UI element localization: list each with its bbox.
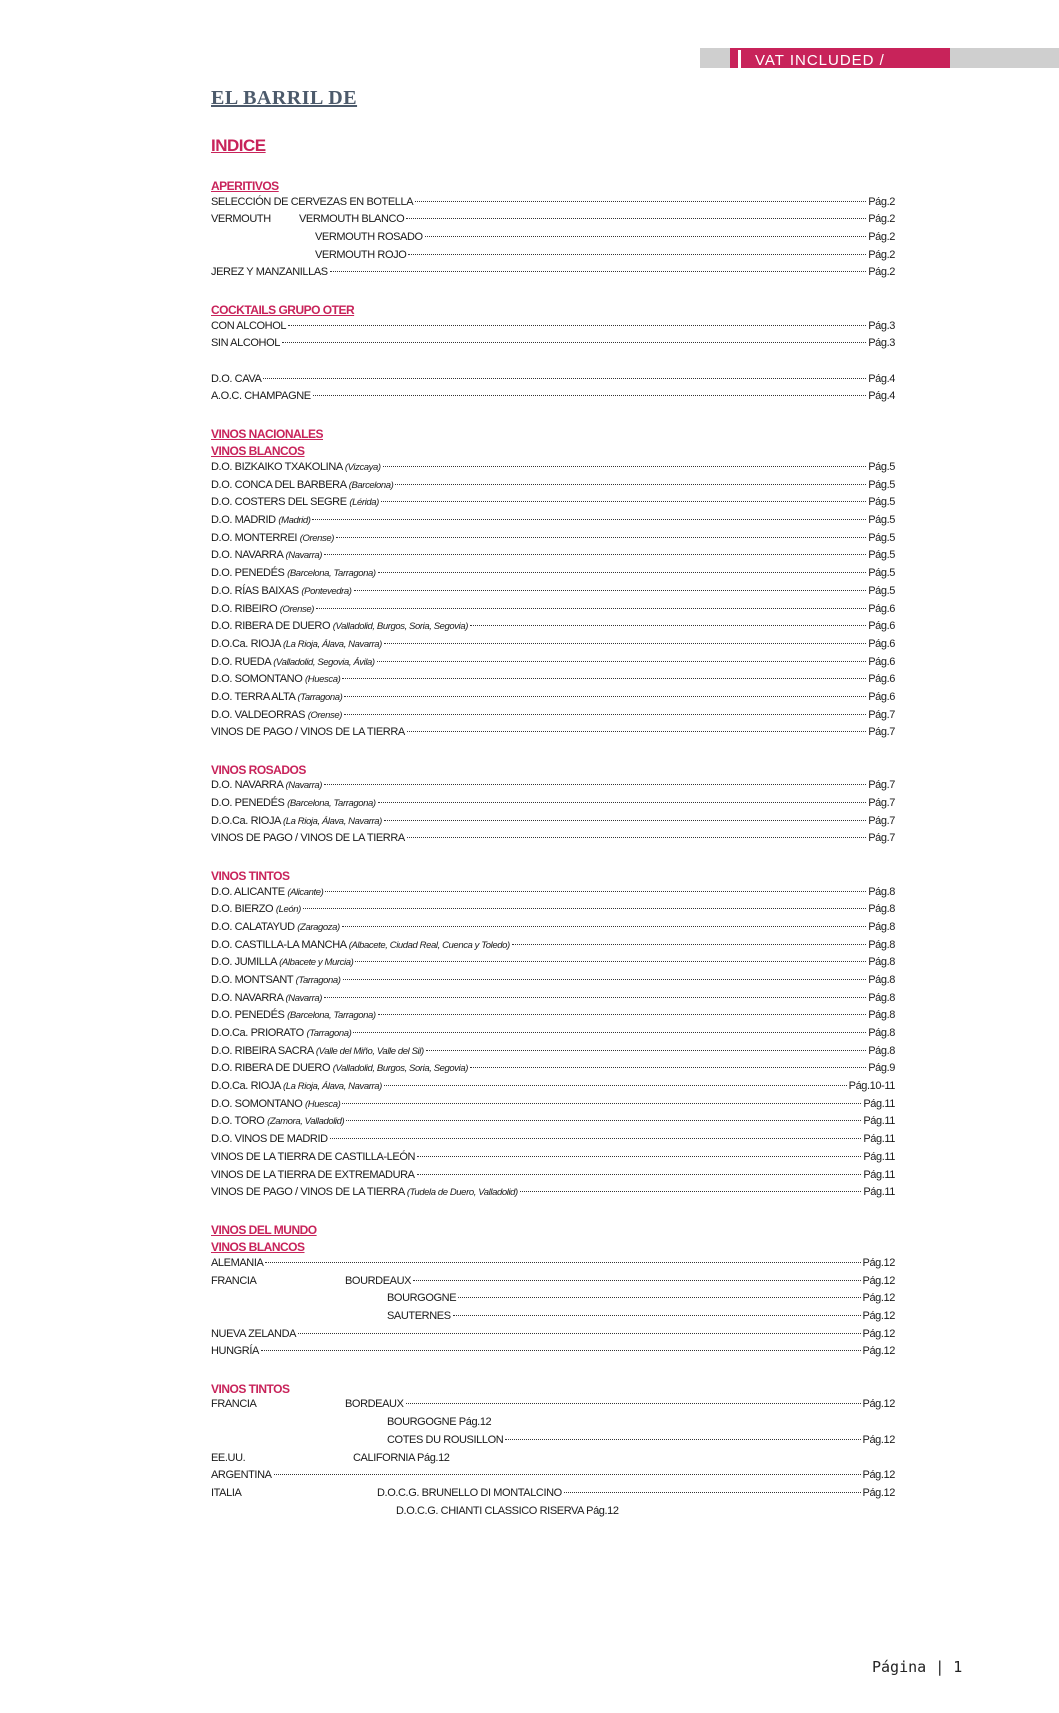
toc-page-ref: Pág.8	[868, 956, 895, 969]
toc-leader-dots	[265, 1262, 860, 1263]
toc-entry-label: VINOS DE LA TIERRA DE CASTILLA-LEÓN	[211, 1150, 416, 1163]
toc-page-ref: Pág.11	[863, 1168, 895, 1181]
toc-entry	[211, 1469, 895, 1487]
toc-leader-dots	[415, 201, 866, 202]
toc-section-heading: VINOS ROSADOS	[211, 762, 306, 777]
toc-entry	[211, 1186, 895, 1204]
toc-page-ref: Pág.5	[868, 496, 895, 509]
toc-entry	[211, 1151, 895, 1169]
toc-entry-sublabel: D.O.C.G. BRUNELLO DI MONTALCINO	[377, 1486, 562, 1499]
toc-entry	[211, 709, 895, 727]
toc-page-ref: Pág.12	[862, 1486, 895, 1499]
toc-section-heading: VINOS BLANCOS	[211, 1240, 305, 1255]
toc-entry-region: (Zaragoza)	[297, 921, 340, 933]
toc-leader-dots	[564, 1492, 861, 1493]
toc-entry-region: (Orense)	[307, 709, 342, 721]
toc-entry-label: D.O. RÍAS BAIXAS (Pontevedra)	[211, 584, 352, 597]
toc-page-ref: Pág.11	[863, 1097, 895, 1110]
toc-entry	[211, 532, 895, 550]
toc-page-ref: Pág.8	[868, 991, 895, 1004]
toc-leader-dots	[288, 325, 866, 326]
toc-entry	[211, 1027, 895, 1045]
toc-page-ref: Pág.6	[868, 673, 895, 686]
toc-entry	[211, 1487, 895, 1505]
toc-section-heading: VINOS BLANCOS	[211, 444, 305, 459]
index-title: INDICE	[211, 136, 266, 155]
toc-leader-dots	[413, 1280, 860, 1281]
toc-leader-dots	[324, 784, 866, 785]
toc-entry-label: VINOS DE PAGO / VINOS DE LA TIERRA	[211, 832, 405, 845]
toc-page-ref: Pág.5	[868, 514, 895, 527]
toc-entry-label: D.O. SOMONTANO (Huesca)	[211, 1097, 341, 1110]
toc-entry-sublabel: BOURDEAUX	[345, 1274, 412, 1287]
toc-leader-dots	[470, 625, 866, 626]
toc-page-ref: Pág.7	[868, 797, 895, 810]
toc-entry-label: VERMOUTH	[211, 213, 271, 226]
toc-leader-dots	[274, 1474, 861, 1475]
toc-entry	[211, 1452, 895, 1470]
toc-leader-dots	[520, 1191, 862, 1192]
toc-page-ref: Pág.9	[868, 1062, 895, 1075]
toc-page-ref: Pág.2	[868, 213, 895, 226]
toc-entry-label: ITALIA	[211, 1486, 242, 1499]
toc-entry-region: (Huesca)	[305, 1098, 341, 1110]
toc-leader-dots	[346, 1120, 861, 1121]
toc-page-ref: Pág.12	[862, 1256, 895, 1269]
toc-entry-label: D.O. RUEDA (Valladolid, Segovia, Ávila)	[211, 655, 375, 668]
toc-page-ref: Pág.7	[868, 726, 895, 739]
toc-page-ref: Pág.3	[868, 337, 895, 350]
toc-leader-dots	[383, 466, 867, 467]
toc-leader-dots	[395, 484, 866, 485]
toc-page-ref: Pág.5	[868, 461, 895, 473]
toc-leader-dots	[417, 1156, 861, 1157]
toc-entry-region: (Alicante)	[287, 886, 324, 898]
toc-entry	[211, 974, 895, 992]
toc-leader-dots	[342, 678, 866, 679]
toc-entry-label: D.O.Ca. RIOJA (La Rioja, Álava, Navarra)	[211, 1080, 382, 1093]
toc-entry-label: D.O. PENEDÉS (Barcelona, Tarragona)	[211, 567, 376, 580]
toc-entry	[211, 1045, 895, 1063]
toc-entry	[211, 249, 895, 267]
toc-page-ref: Pág.7	[868, 779, 895, 792]
toc-leader-dots	[342, 1103, 861, 1104]
toc-entry-region: (Madrid)	[278, 515, 311, 527]
toc-page-ref: Pág.4	[868, 372, 895, 385]
toc-entry-label: D.O. RIBEIRO (Orense)	[211, 602, 315, 615]
toc-entry	[211, 779, 895, 797]
toc-entry	[211, 213, 895, 231]
toc-entry	[211, 461, 895, 479]
toc-entry-sublabel: VERMOUTH BLANCO	[299, 213, 405, 226]
toc-entry	[211, 373, 895, 391]
toc-entry-label: D.O. CAVA	[211, 372, 262, 385]
toc-section-heading: VINOS NACIONALES	[211, 426, 324, 441]
toc-entry-region: (Vizcaya)	[344, 462, 381, 473]
toc-page-ref: Pág.12	[862, 1274, 895, 1287]
toc-page-ref: Pág.10-11	[848, 1080, 895, 1093]
toc-page-ref: Pág.8	[868, 1044, 895, 1057]
toc-entry-label: D.O. BIERZO (León)	[211, 903, 301, 916]
toc-entry-label: D.O. MONTERREI (Orense)	[211, 531, 335, 544]
toc-entry-label: D.O. TORO (Zamora, Valladolid)	[211, 1115, 345, 1128]
toc-entry-label: D.O. CASTILLA-LA MANCHA (Albacete, Ciudad Real, Cuenca y Toledo)	[211, 938, 510, 951]
toc-page-ref: Pág.2	[868, 266, 895, 279]
toc-page-ref: Pág.8	[868, 920, 895, 933]
toc-entry-label: CON ALCOHOL	[211, 319, 287, 332]
toc-entry-sublabel: CALIFORNIA Pág.12	[353, 1451, 450, 1464]
toc-leader-dots	[384, 1085, 847, 1086]
toc-entry	[211, 231, 895, 249]
toc-page-ref: Pág.11	[863, 1133, 895, 1146]
toc-entry	[211, 603, 895, 621]
toc-page-ref: Pág.6	[868, 655, 895, 668]
toc-page-ref: Pág.6	[868, 690, 895, 703]
toc-entry-label: D.O.Ca. RIOJA (La Rioja, Álava, Navarra)	[211, 637, 382, 650]
toc-entry-region: (La Rioja, Álava, Navarra)	[283, 638, 382, 650]
toc-leader-dots	[512, 944, 866, 945]
toc-entry	[211, 1009, 895, 1027]
toc-entry-label: JEREZ Y MANZANILLAS	[211, 266, 328, 279]
toc-page-ref: Pág.6	[868, 602, 895, 615]
toc-page-ref: Pág.12	[862, 1433, 895, 1446]
toc-entry	[211, 1133, 895, 1151]
toc-leader-dots	[342, 926, 866, 927]
toc-leader-dots	[282, 342, 866, 343]
toc-page-ref: Pág.5	[868, 531, 895, 544]
toc-page-ref: Pág.12	[862, 1469, 895, 1482]
toc-entry	[211, 815, 895, 833]
toc-entry-label: ARGENTINA	[211, 1469, 272, 1482]
toc-entry-label: D.O. MADRID (Madrid)	[211, 514, 311, 527]
toc-entry-label: VINOS DE PAGO / VINOS DE LA TIERRA (Tudela de Duero, Valladolid)	[211, 1186, 518, 1199]
toc-entry-label: SELECCIÓN DE CERVEZAS EN BOTELLA	[211, 195, 414, 208]
toc-page-ref: Pág.6	[868, 620, 895, 633]
toc-entry-label: EE.UU.	[211, 1451, 246, 1464]
toc-entry-sublabel: VERMOUTH ROJO	[315, 248, 407, 261]
toc-entry-label: VINOS DE PAGO / VINOS DE LA TIERRA	[211, 726, 405, 739]
toc-entry-sublabel: BORDEAUX	[345, 1398, 404, 1411]
toc-entry-label: D.O. BIZKAIKO TXAKOLINA (Vizcaya)	[211, 461, 381, 473]
toc-entry-region: (Zamora, Valladolid)	[267, 1116, 345, 1128]
toc-entry	[211, 726, 895, 744]
toc-entry	[211, 1062, 895, 1080]
toc-entry	[211, 992, 895, 1010]
toc-leader-dots	[406, 218, 866, 219]
toc-entry	[211, 337, 895, 355]
toc-page-ref: Pág.8	[868, 973, 895, 986]
toc-leader-dots	[343, 979, 867, 980]
toc-leader-dots	[378, 802, 867, 803]
toc-entry	[211, 585, 895, 603]
toc-spacer	[211, 744, 895, 762]
toc-entry-region: (Tarragona)	[295, 974, 341, 986]
toc-entry-region: (Navarra)	[285, 992, 322, 1004]
toc-section-heading: APERITIVOS	[211, 179, 279, 193]
toc-entry-label: VINOS DE LA TIERRA DE EXTREMADURA	[211, 1168, 415, 1181]
toc-page-ref: Pág.8	[868, 1009, 895, 1022]
toc-entry-sublabel: BOURGOGNE	[387, 1292, 457, 1305]
toc-entry	[211, 1328, 895, 1346]
toc-entry	[211, 903, 895, 921]
toc-page-ref: Pág.5	[868, 478, 895, 491]
toc-entry-region: (Pontevedra)	[301, 585, 352, 597]
toc-entry-sublabel: BOURGOGNE Pág.12	[387, 1416, 492, 1429]
toc-entry	[211, 620, 895, 638]
toc-section-heading: VINOS TINTOS	[211, 1381, 290, 1396]
toc-leader-dots	[344, 696, 866, 697]
toc-page-ref: Pág.4	[868, 390, 895, 403]
toc-entry	[211, 1505, 895, 1523]
toc-entry-label: D.O. NAVARRA (Navarra)	[211, 779, 322, 792]
toc-entry	[211, 196, 895, 214]
toc-page-ref: Pág.5	[868, 549, 895, 562]
toc-section-heading: VINOS TINTOS	[211, 868, 290, 883]
toc-entry-label: D.O.Ca. RIOJA (La Rioja, Álava, Navarra)	[211, 814, 382, 827]
toc-leader-dots	[353, 1032, 866, 1033]
toc-entry-label: D.O. RIBEIRA SACRA (Valle del Miño, Valle del Sil)	[211, 1044, 424, 1057]
toc-entry-label: HUNGRÍA	[211, 1345, 259, 1358]
toc-spacer	[211, 408, 895, 426]
toc-entry-region: (La Rioja, Álava, Navarra)	[283, 1081, 382, 1093]
toc-leader-dots	[453, 1315, 861, 1316]
toc-page-ref: Pág.7	[868, 708, 895, 721]
toc-entry	[211, 496, 895, 514]
toc-entry-region: (Barcelona)	[348, 479, 394, 491]
toc-entry-label: D.O.Ca. PRIORATO (Tarragona)	[211, 1027, 352, 1039]
toc-entry-label: SIN ALCOHOL	[211, 337, 280, 350]
toc-page-ref: Pág.6	[868, 637, 895, 650]
toc-entry	[211, 691, 895, 709]
toc-page-ref: Pág.11	[863, 1115, 895, 1128]
toc-entry-label: ALEMANIA	[211, 1256, 264, 1269]
toc-entry-region: (León)	[275, 904, 301, 916]
toc-entry-sublabel: SAUTERNES	[387, 1310, 451, 1322]
toc-entry	[211, 797, 895, 815]
toc-entry-region: (Orense)	[299, 532, 335, 544]
table-of-contents	[211, 178, 895, 1522]
toc-page-ref: Pág.12	[862, 1292, 895, 1305]
toc-leader-dots	[384, 643, 866, 644]
toc-page-ref: Pág.2	[868, 195, 895, 208]
toc-leader-dots	[344, 714, 866, 715]
toc-entry-region: (Valladolid, Burgos, Soria, Segovia)	[332, 621, 469, 633]
toc-page-ref: Pág.12	[862, 1345, 895, 1358]
toc-entry-region: (Barcelona, Tarragona)	[287, 1010, 376, 1022]
toc-entry	[211, 320, 895, 338]
toc-entry	[211, 1257, 895, 1275]
toc-leader-dots	[378, 1014, 867, 1015]
toc-entry	[211, 1080, 895, 1098]
toc-leader-dots	[378, 572, 867, 573]
toc-entry	[211, 638, 895, 656]
toc-entry-region: (Albacete y Murcia)	[279, 957, 354, 969]
toc-entry	[211, 567, 895, 585]
page-number: Página | 1	[872, 1658, 963, 1676]
toc-entry-sublabel: D.O.C.G. CHIANTI CLASSICO RISERVA Pág.12	[396, 1504, 619, 1517]
toc-entry-label: D.O. VINOS DE MADRID	[211, 1133, 328, 1146]
toc-entry	[211, 1398, 895, 1416]
toc-entry-sublabel: COTES DU ROUSILLON	[387, 1433, 504, 1446]
toc-entry-label: FRANCIA	[211, 1398, 257, 1411]
toc-leader-dots	[505, 1439, 860, 1440]
toc-entry-sublabel: VERMOUTH ROSADO	[315, 231, 423, 244]
toc-page-ref: Pág.8	[868, 903, 895, 916]
toc-entry-region: (Navarra)	[285, 550, 322, 562]
toc-leader-dots	[263, 378, 866, 379]
toc-spacer	[211, 1204, 895, 1222]
toc-leader-dots	[407, 837, 866, 838]
toc-entry-label: D.O. SOMONTANO (Huesca)	[211, 673, 341, 686]
toc-entry	[211, 479, 895, 497]
toc-leader-dots	[377, 661, 867, 662]
toc-entry-label: D.O. ALICANTE (Alicante)	[211, 885, 324, 898]
toc-leader-dots	[325, 891, 866, 892]
toc-page-ref: Pág.8	[868, 1027, 895, 1039]
toc-entry-label: NUEVA ZELANDA	[211, 1327, 297, 1340]
toc-entry-region: (Tarragona)	[297, 691, 343, 703]
toc-entry-region: (Valladolid, Segovia, Ávila)	[273, 656, 375, 668]
toc-page-ref: Pág.12	[862, 1398, 895, 1411]
toc-entry-region: (Barcelona, Tarragona)	[287, 568, 376, 580]
toc-leader-dots	[355, 961, 866, 962]
toc-entry-label: D.O. VALDEORRAS (Orense)	[211, 708, 342, 721]
toc-leader-dots	[330, 1138, 862, 1139]
toc-entry	[211, 1169, 895, 1187]
toc-entry-region: (Navarra)	[285, 780, 322, 792]
toc-entry	[211, 673, 895, 691]
toc-spacer	[211, 1363, 895, 1381]
toc-entry-region: (La Rioja, Álava, Navarra)	[283, 815, 382, 827]
toc-leader-dots	[406, 1403, 861, 1404]
toc-leader-dots	[354, 590, 867, 591]
toc-page-ref: Pág.11	[863, 1150, 895, 1163]
toc-entry-region: (Albacete, Ciudad Real, Cuenca y Toledo)	[348, 939, 510, 951]
toc-entry	[211, 1275, 895, 1293]
toc-entry	[211, 956, 895, 974]
toc-entry-region: (Tarragona)	[306, 1028, 352, 1039]
toc-entry	[211, 1434, 895, 1452]
toc-entry-label: FRANCIA	[211, 1274, 257, 1287]
toc-entry-label: D.O. JUMILLA (Albacete y Murcia)	[211, 956, 354, 969]
toc-entry	[211, 1345, 895, 1363]
toc-entry	[211, 1115, 895, 1133]
toc-leader-dots	[303, 908, 866, 909]
toc-page-ref: Pág.12	[862, 1310, 895, 1322]
toc-entry-label: D.O. PENEDÉS (Barcelona, Tarragona)	[211, 1009, 376, 1022]
toc-entry-label: D.O. MONTSANT (Tarragona)	[211, 973, 341, 986]
toc-page-ref: Pág.5	[868, 567, 895, 580]
toc-entry	[211, 1292, 895, 1310]
toc-entry	[211, 939, 895, 957]
toc-spacer	[211, 355, 895, 373]
toc-entry-region: (Lérida)	[349, 497, 379, 509]
toc-entry	[211, 1098, 895, 1116]
toc-entry-region: (Valladolid, Burgos, Soria, Segovia)	[332, 1063, 469, 1075]
toc-page-ref: Pág.8	[868, 938, 895, 951]
toc-leader-dots	[324, 554, 866, 555]
toc-leader-dots	[330, 271, 867, 272]
toc-entry	[211, 514, 895, 532]
toc-entry-label: D.O. PENEDÉS (Barcelona, Tarragona)	[211, 797, 376, 810]
toc-entry	[211, 832, 895, 850]
toc-entry-label: D.O. NAVARRA (Navarra)	[211, 991, 322, 1004]
toc-entry-label: D.O. CONCA DEL BARBERA (Barcelona)	[211, 478, 394, 491]
toc-entry	[211, 549, 895, 567]
toc-leader-dots	[470, 1067, 866, 1068]
toc-entry-label: D.O. COSTERS DEL SEGRE (Lérida)	[211, 496, 379, 509]
vat-included-label: VAT INCLUDED /	[730, 48, 950, 68]
toc-page-ref: Pág.7	[868, 814, 895, 827]
toc-leader-dots	[336, 537, 866, 538]
toc-page-ref: Pág.2	[868, 231, 895, 244]
toc-entry	[211, 1310, 895, 1328]
toc-entry-region: (Barcelona, Tarragona)	[287, 798, 376, 810]
toc-entry-label: D.O. NAVARRA (Navarra)	[211, 549, 322, 562]
toc-page-ref: Pág.3	[868, 319, 895, 332]
toc-leader-dots	[313, 395, 867, 396]
toc-leader-dots	[458, 1297, 860, 1298]
toc-leader-dots	[426, 1050, 867, 1051]
toc-entry-label: D.O. RIBERA DE DUERO (Valladolid, Burgos, Soria, Segovia)	[211, 1062, 469, 1075]
toc-entry	[211, 886, 895, 904]
toc-entry	[211, 266, 895, 284]
toc-section-heading: COCKTAILS GRUPO OTER	[211, 302, 355, 317]
toc-leader-dots	[261, 1350, 861, 1351]
toc-page-ref: Pág.11	[863, 1186, 895, 1199]
toc-entry-label: A.O.C. CHAMPAGNE	[211, 390, 311, 403]
toc-entry-region: (Valle del Miño, Valle del Sil)	[315, 1045, 424, 1057]
toc-entry	[211, 390, 895, 408]
toc-entry-label: D.O. TERRA ALTA (Tarragona)	[211, 690, 343, 703]
toc-leader-dots	[408, 254, 866, 255]
toc-entry-region: (Huesca)	[305, 674, 341, 686]
toc-leader-dots	[425, 236, 867, 237]
toc-entry-region: (Tudela de Duero, Valladolid)	[406, 1187, 518, 1199]
toc-leader-dots	[417, 1174, 862, 1175]
toc-entry	[211, 1416, 895, 1434]
toc-spacer	[211, 284, 895, 302]
toc-spacer	[211, 850, 895, 868]
toc-leader-dots	[381, 501, 866, 502]
toc-section-heading: VINOS DEL MUNDO	[211, 1222, 317, 1237]
toc-entry-label: D.O. RIBERA DE DUERO (Valladolid, Burgos, Soria, Segovia)	[211, 620, 469, 633]
toc-leader-dots	[324, 997, 866, 998]
toc-page-ref: Pág.2	[868, 248, 895, 261]
toc-page-ref: Pág.8	[868, 885, 895, 898]
toc-entry-label: D.O. CALATAYUD (Zaragoza)	[211, 920, 340, 933]
toc-leader-dots	[407, 731, 866, 732]
toc-leader-dots	[316, 608, 866, 609]
toc-entry	[211, 656, 895, 674]
toc-page-ref: Pág.7	[868, 832, 895, 845]
toc-entry	[211, 921, 895, 939]
toc-leader-dots	[384, 820, 866, 821]
toc-leader-dots	[298, 1333, 860, 1334]
restaurant-name: EL BARRIL DE	[211, 87, 358, 109]
toc-page-ref: Pág.5	[868, 584, 895, 597]
toc-entry-region: (Orense)	[279, 603, 315, 615]
toc-leader-dots	[312, 519, 866, 520]
toc-page-ref: Pág.12	[862, 1327, 895, 1340]
